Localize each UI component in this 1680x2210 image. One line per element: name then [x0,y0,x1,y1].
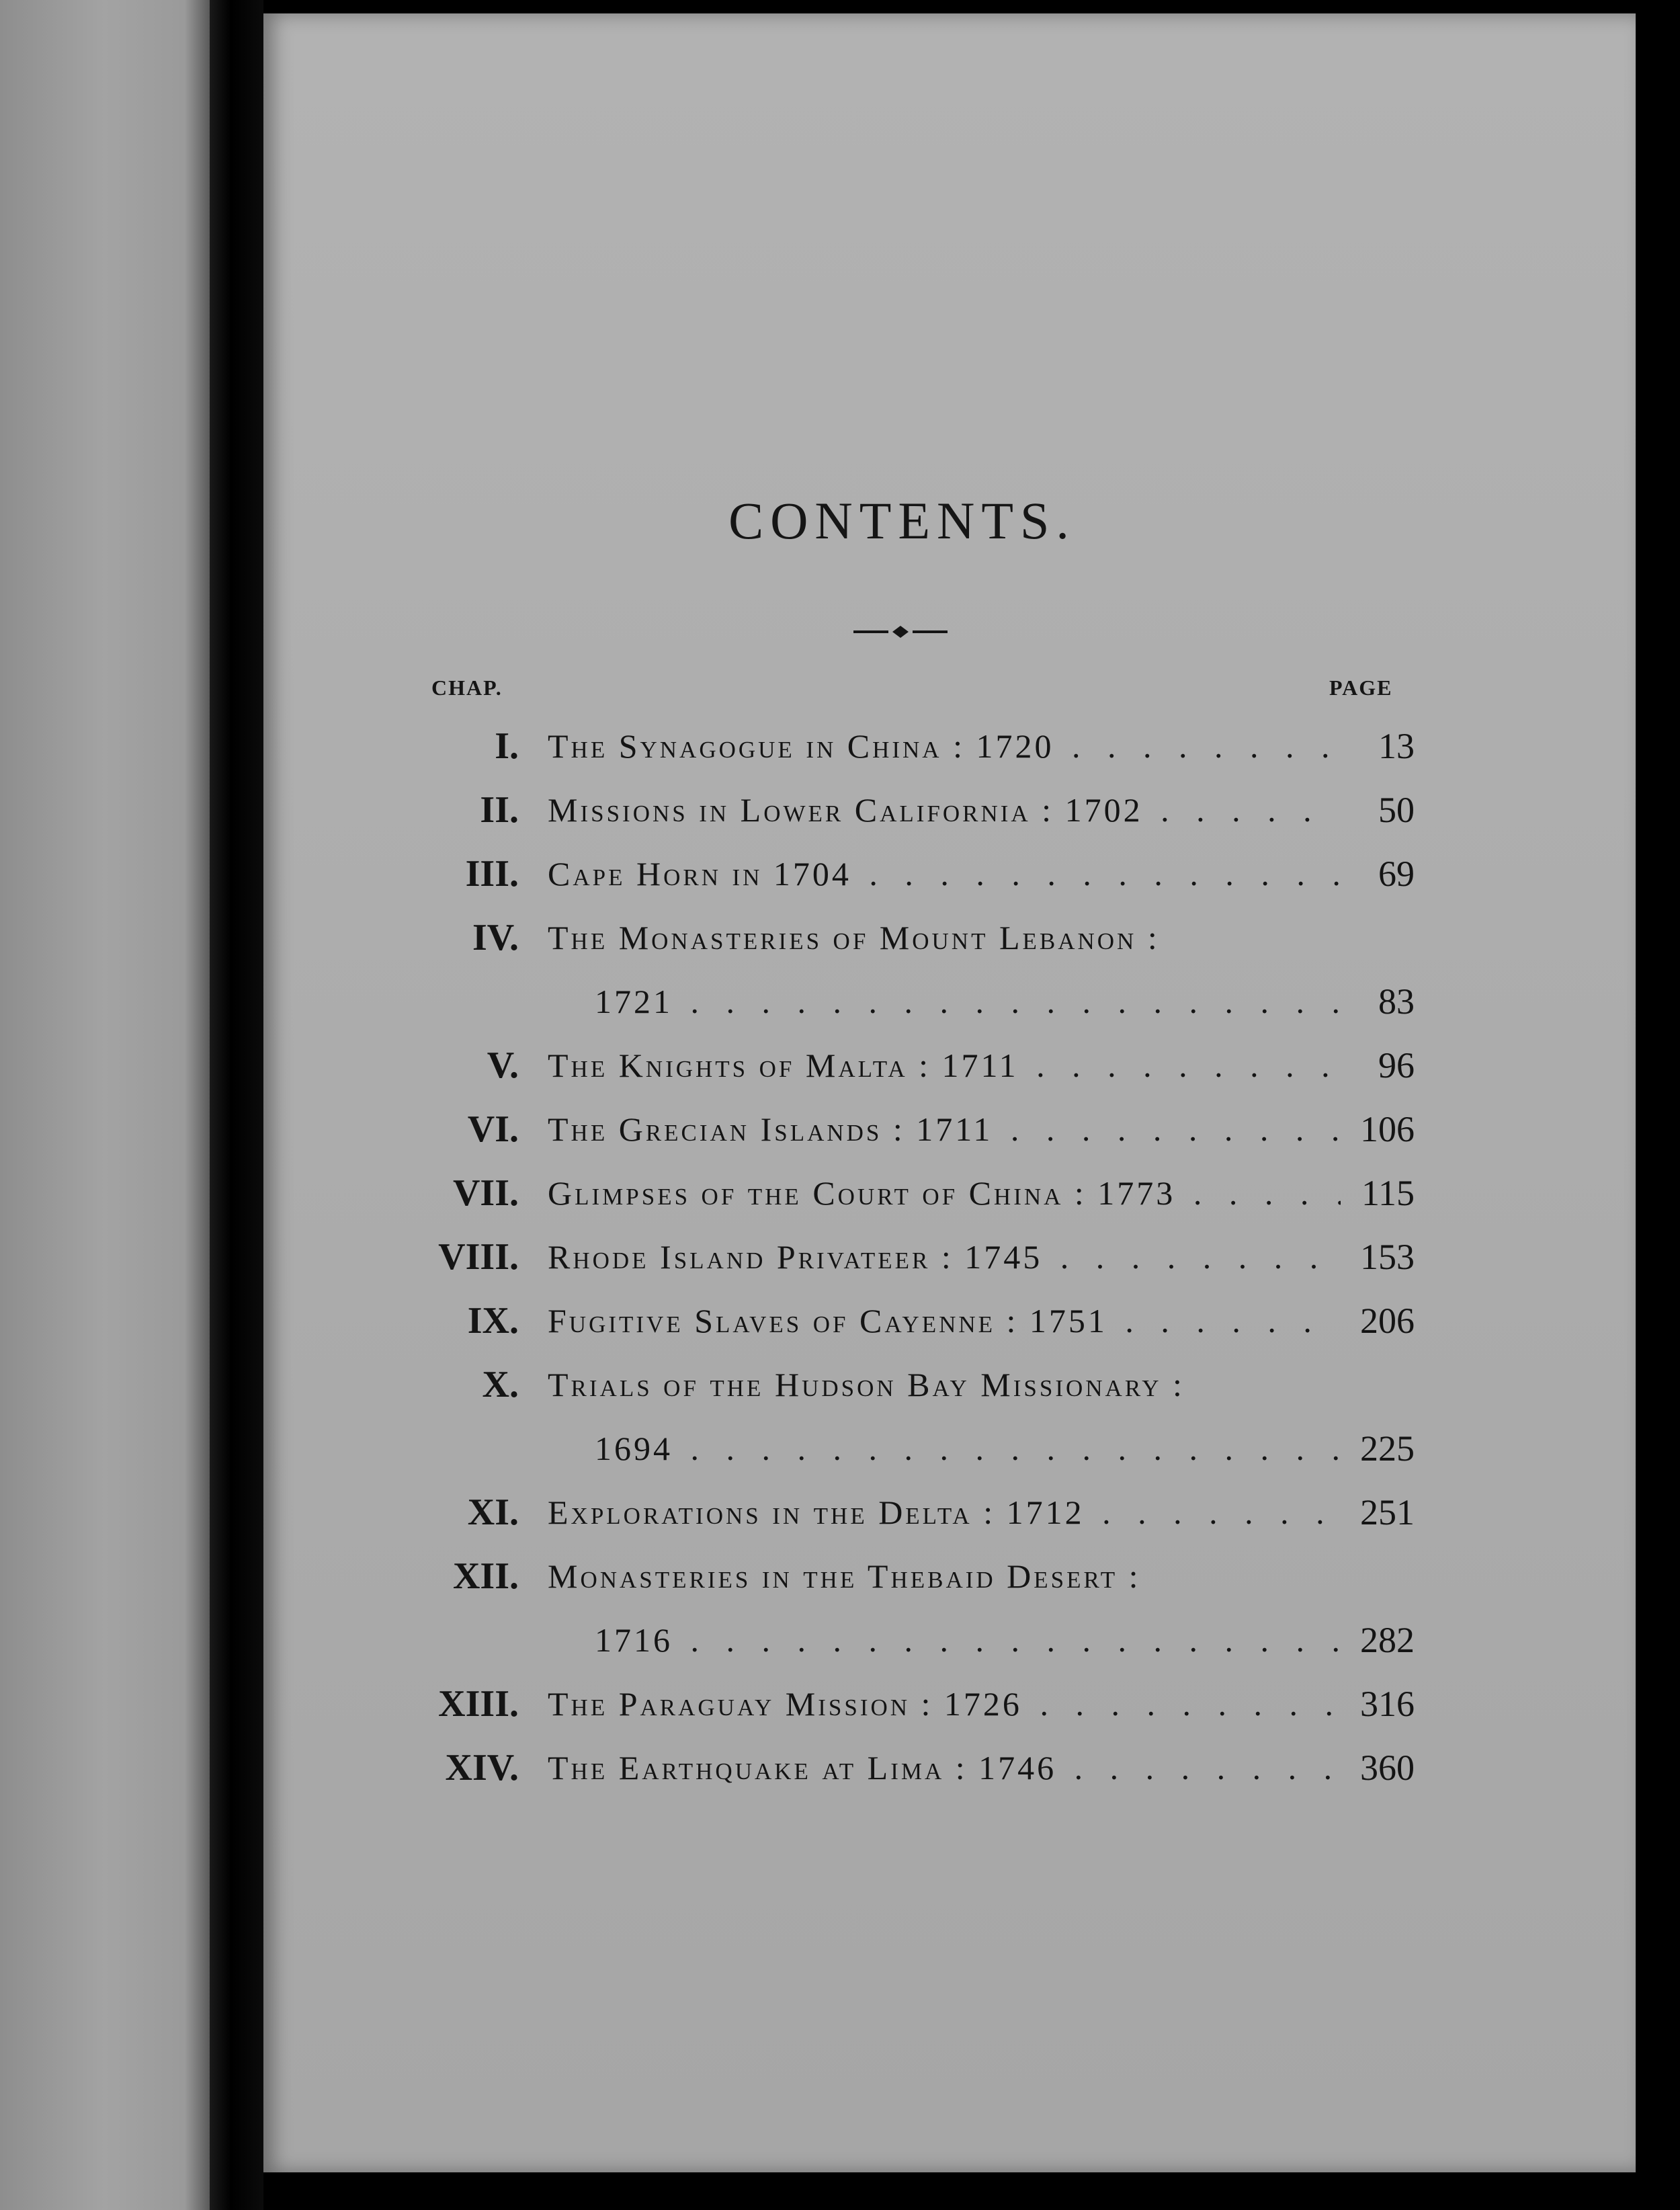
toc-entry [0,1042,1680,1102]
chapter-numeral: VII. [452,1172,519,1214]
chapter-numeral: V. [487,1045,519,1086]
chapter-title [548,1297,1341,1344]
toc-entry [0,723,1680,783]
chapter-title-text: The Synagogue in China : 1720 [548,727,1054,765]
chapter-title [548,1042,1341,1089]
chapter-title [548,850,1341,897]
toc-entry-continuation [0,1616,1680,1677]
toc-entry-continuation [0,978,1680,1038]
chapter-title-text: Glimpses of the Court of China : 1773 [548,1174,1176,1212]
page-number: 50 [1378,790,1415,830]
toc-entry [0,1553,1680,1613]
chapter-numeral: VI. [467,1108,519,1150]
chapter-title-text: The Earthquake at Lima : 1746 [548,1749,1057,1787]
chapter-title [548,1744,1341,1791]
page-number: 225 [1360,1428,1415,1469]
chapter-year: 1716 [595,1621,673,1659]
chapter-numeral: XII. [452,1555,519,1597]
chapter-numeral: XI. [467,1491,519,1533]
chapter-numeral: VIII. [438,1236,519,1278]
chapter-title: Monasteries in the Thebaid Desert : [548,1557,1141,1595]
page-number: 153 [1360,1237,1415,1277]
chapter-numeral: IX. [467,1300,519,1342]
page-column-header: PAGE [1329,676,1393,700]
chapter-title [548,723,1341,770]
page-number: 316 [1360,1684,1415,1724]
chapter-title-text: Fugitive Slaves of Cayenne : 1751 [548,1302,1107,1340]
toc-entry [0,1233,1680,1294]
chapter-title-continuation [595,978,1341,1025]
chapter-column-header: CHAP. [431,676,503,700]
toc-entry [0,1361,1680,1422]
chapter-title-text: The Paraguay Mission : 1726 [548,1685,1022,1723]
chapter-title-text: The Knights of Malta : 1711 [548,1047,1019,1084]
chapter-numeral: XIII. [438,1683,519,1725]
toc-entry [0,1297,1680,1358]
toc-entry-continuation [0,1425,1680,1485]
chapter-title: The Monasteries of Mount Lebanon : [548,919,1160,956]
page-number: 206 [1360,1301,1415,1341]
chapter-numeral: XIV. [445,1747,519,1789]
chapter-year: 1721 [595,983,673,1020]
toc-entry [0,914,1680,975]
page-number: 251 [1360,1492,1415,1532]
chapter-title [548,786,1341,833]
page-number: 69 [1378,854,1415,894]
chapter-title-text: Missions in Lower California : 1702 [548,791,1143,829]
chapter-title [548,1170,1341,1217]
toc-entry [0,850,1680,911]
chapter-title [548,1106,1341,1153]
toc-entry [0,1489,1680,1549]
scan-border [1636,0,1680,2210]
diamond-ornament-icon [853,622,948,642]
toc-entry [0,1744,1680,1805]
page-number: 106 [1360,1109,1415,1149]
chapter-title [548,1233,1341,1280]
chapter-title-text: The Grecian Islands : 1711 [548,1110,993,1148]
page-number: 96 [1378,1045,1415,1086]
page-number: 115 [1361,1173,1415,1213]
chapter-title [548,1489,1341,1536]
chapter-numeral: II. [480,789,519,831]
toc-entry [0,786,1680,847]
toc-entry [0,1106,1680,1166]
chapter-numeral: X. [482,1364,519,1405]
page-title: CONTENTS. [728,491,1076,550]
page-number: 360 [1360,1748,1415,1788]
toc-entry [0,1170,1680,1230]
chapter-numeral: I. [495,725,519,767]
page-number: 282 [1360,1620,1415,1660]
chapter-numeral: III. [465,853,519,895]
chapter-title: Trials of the Hudson Bay Missionary : [548,1366,1185,1403]
chapter-title-continuation [595,1616,1341,1664]
chapter-title-text: Explorations in the Delta : 1712 [548,1493,1085,1531]
chapter-title-text: Cape Horn in 1704 [548,855,851,893]
page-number: 83 [1378,981,1415,1022]
adjacent-book-page [0,0,210,2210]
page-number: 13 [1378,726,1415,766]
chapter-year: 1694 [595,1430,673,1467]
chapter-title [548,1680,1341,1727]
chapter-title-text: Rhode Island Privateer : 1745 [548,1238,1043,1276]
toc-entry [0,1680,1680,1741]
chapter-title-continuation [595,1425,1341,1472]
chapter-numeral: IV. [472,917,519,958]
book-gutter [210,0,263,2210]
